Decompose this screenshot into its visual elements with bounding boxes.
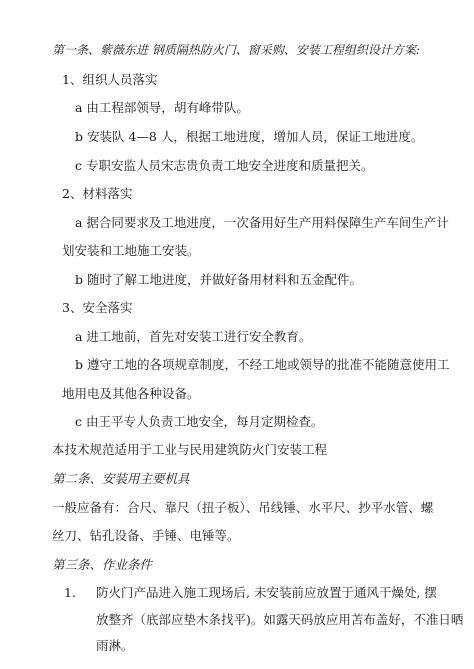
- scope-statement: 本技术规范适用于工业与民用建筑防火门安装工程: [52, 442, 328, 457]
- section3-item-c: c 由王平专人负责工地安全，每月定期检查。: [75, 414, 324, 429]
- section2-title: 2、材料落实: [62, 186, 133, 201]
- article1-heading: 第一条、紫薇东进 钢质隔热防火门、窗采购、安装工程组织设计方案:: [52, 43, 420, 57]
- section2-item-a-line2: 划安装和工地施工安装。: [62, 243, 200, 258]
- article2-heading: 第二条、安装用主要机具: [52, 471, 190, 486]
- section1-title: 1、组织人员落实: [62, 72, 158, 87]
- section3-item-b-line1: b 遵守工地的各项规章制度，不经工地或领导的批准不能随意使用工: [75, 357, 450, 372]
- article3-heading: 第三条、作业条件: [52, 557, 153, 572]
- article2-body-line1: 一般应备有：合尺、靠尺（扭子板）、吊线锤、水平尺、抄平水管、螺: [52, 500, 434, 515]
- condition-1-line3: 雨淋。: [96, 638, 134, 653]
- condition-1-line1: 防火门产品进入施工现场后, 未安装前应放置于通风干燥处, 摆: [96, 585, 437, 600]
- section3-title: 3、安全落实: [62, 300, 133, 315]
- condition-1-number: 1.: [64, 585, 76, 600]
- condition-1-line2: 放整齐（底部应垫木条找平)。如露天码放应用苫布盖好，不准日晒: [96, 612, 464, 627]
- article2-body-line2: 丝刀、钻孔设备、手锤、电锤等。: [52, 528, 240, 543]
- section1-item-b: b 安装队 4—8 人，根据工地进度，增加人员，保证工地进度。: [75, 129, 424, 144]
- section3-item-a: a 进工地前，首先对安装工进行安全教育。: [75, 329, 312, 344]
- section2-item-a-line1: a 据合同要求及工地进度，一次备用好生产用料保障生产车间生产计: [75, 215, 449, 230]
- section1-item-c: c 专职安监人员宋志贵负责工地安全进度和质量把关。: [75, 158, 374, 173]
- section3-item-b-line2: 地用电及其他各种设备。: [62, 386, 200, 401]
- section2-item-b: b 随时了解工地进度，并做好备用材料和五金配件。: [75, 272, 362, 287]
- section1-item-a: a 由工程部领导，胡有峰带队。: [75, 100, 249, 115]
